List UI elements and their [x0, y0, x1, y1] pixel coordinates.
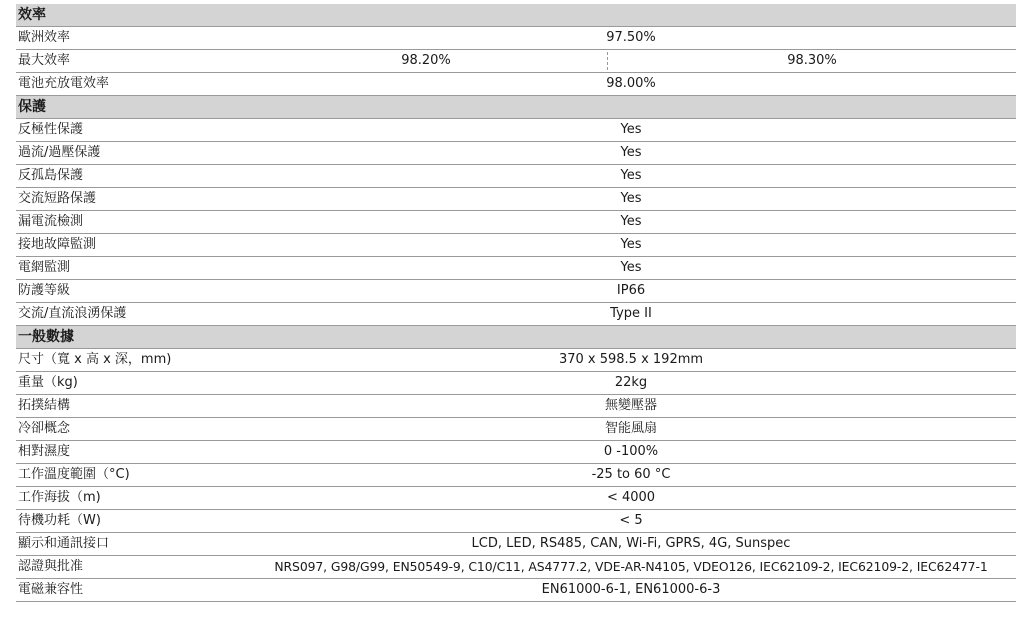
row-value: 370 x 598.5 x 192mm: [558, 352, 704, 367]
table-row: [16, 395, 1016, 418]
row-label: 待機功耗（W): [18, 513, 101, 528]
section-header-general: [16, 326, 1016, 349]
row-value: 98.20%: [401, 53, 451, 68]
row-value: Yes: [620, 237, 642, 252]
row-label: 尺寸（寬 x 高 x 深，mm): [18, 352, 172, 367]
section-title: 一般數據: [18, 329, 74, 345]
row-label: 電磁兼容性: [18, 582, 84, 597]
row-value: LCD, LED, RS485, CAN, Wi-Fi, GPRS, 4G, Sunspec: [471, 536, 791, 551]
row-label: 歐洲效率: [18, 30, 71, 45]
row-label: 冷卻概念: [18, 421, 71, 436]
row-value: Yes: [620, 122, 642, 137]
row-label: 反孤島保護: [18, 168, 84, 183]
row-label: 工作溫度範圍（°C): [18, 467, 130, 482]
row-value: -25 to 60 °C: [591, 467, 671, 482]
row-value: 98.30%: [787, 53, 837, 68]
row-value: 22kg: [614, 375, 648, 390]
row-label: 重量（kg): [18, 375, 78, 390]
table-row: [16, 50, 1016, 73]
section-title: 效率: [18, 7, 46, 23]
row-value: Yes: [620, 260, 642, 275]
row-value: Yes: [620, 191, 642, 206]
table-row: [16, 349, 1016, 372]
table-row: [16, 257, 1016, 280]
row-value: Yes: [620, 168, 642, 183]
table-row: [16, 303, 1016, 326]
row-value: 0 -100%: [603, 444, 659, 459]
row-label: 交流短路保護: [18, 191, 97, 206]
table-row: [16, 165, 1016, 188]
row-value: NRS097, G98/G99, EN50549-9, C10/C11, AS4777.2, VDE-AR-N4105, VDEO126, IEC62109-2, IEC62109-2, IEC62477-1: [274, 559, 988, 574]
table-row: [16, 372, 1016, 395]
spec-table: [16, 4, 1016, 602]
row-value: 無變壓器: [604, 398, 657, 413]
table-row: [16, 441, 1016, 464]
table-row: [16, 487, 1016, 510]
row-label: 漏電流檢測: [18, 214, 84, 229]
section-header-efficiency: [16, 4, 1016, 27]
table-row: [16, 510, 1016, 533]
table-row: [16, 464, 1016, 487]
table-row: [16, 73, 1016, 96]
row-label: 認證與批准: [18, 559, 84, 574]
table-row: [16, 533, 1016, 556]
row-value: EN61000-6-1, EN61000-6-3: [541, 582, 721, 597]
row-value: 智能風扇: [604, 421, 657, 436]
row-label: 電池充放電效率: [18, 76, 110, 91]
table-row: [16, 418, 1016, 441]
row-value: Type II: [610, 306, 652, 321]
row-label: 電網監測: [18, 260, 71, 275]
row-label: 拓撲結構: [18, 398, 71, 413]
table-row: [16, 142, 1016, 165]
table-row: [16, 234, 1016, 257]
row-label: 交流/直流浪湧保護: [18, 306, 127, 321]
row-value: IP66: [616, 283, 646, 298]
table-row: [16, 579, 1016, 602]
row-value: < 5: [619, 513, 643, 528]
row-label: 接地故障監測: [18, 237, 97, 252]
table-row: [16, 27, 1016, 50]
row-label: 最大效率: [18, 53, 71, 68]
row-value: < 4000: [606, 490, 656, 505]
table-row: [16, 556, 1016, 579]
row-label: 相對濕度: [18, 444, 71, 459]
table-row: [16, 211, 1016, 234]
row-label: 顯示和通訊接口: [18, 536, 110, 551]
table-row: [16, 188, 1016, 211]
section-title: 保護: [18, 99, 46, 115]
row-label: 過流/過壓保護: [18, 145, 101, 160]
section-header-protection: [16, 96, 1016, 119]
row-value: Yes: [620, 214, 642, 229]
row-value: 97.50%: [606, 30, 656, 45]
row-label: 防護等級: [18, 283, 71, 298]
row-label: 反極性保護: [18, 122, 84, 137]
row-label: 工作海拔（m): [18, 490, 101, 505]
row-value: 98.00%: [606, 76, 656, 91]
table-row: [16, 119, 1016, 142]
table-row: [16, 280, 1016, 303]
row-value: Yes: [620, 145, 642, 160]
